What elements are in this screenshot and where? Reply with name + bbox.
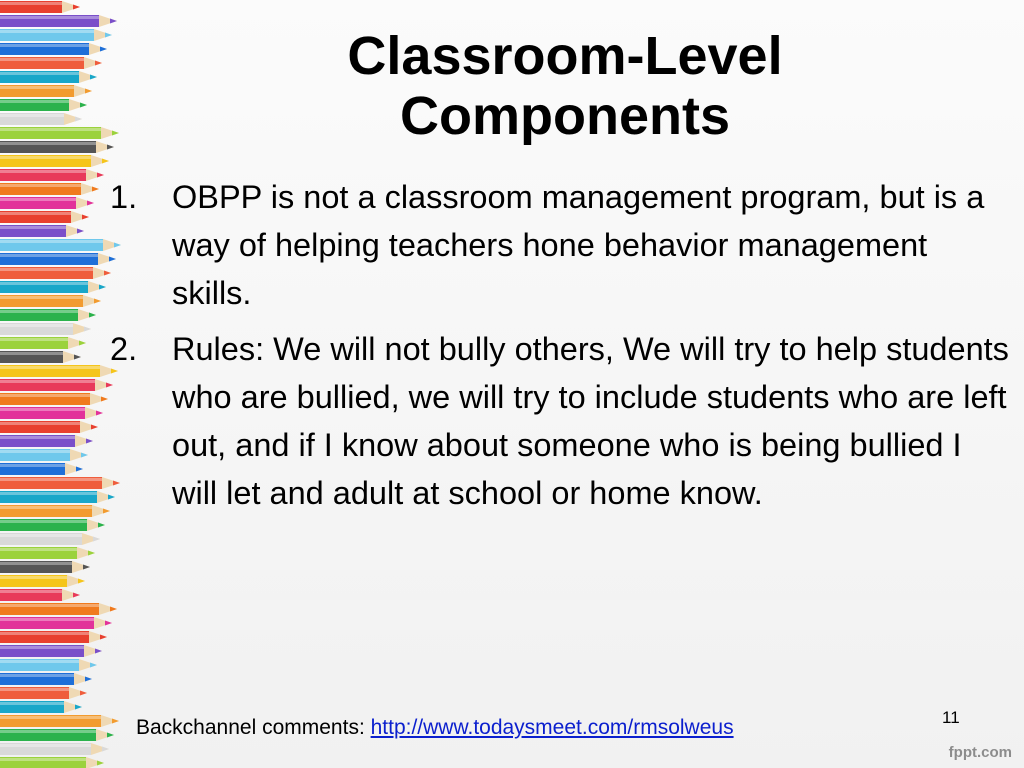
- footer: [136, 716, 734, 740]
- backchannel-link[interactable]: http://www.todaysmeet.com/rmsolweus: [370, 716, 734, 739]
- slide-title-line-2: Components: [400, 86, 730, 146]
- list-item: [110, 173, 1010, 317]
- footer-label: Backchannel comments:: [136, 716, 371, 739]
- list-item-number: 2.: [110, 331, 138, 367]
- pencil-icon: [0, 169, 104, 181]
- list-item-text: Rules: We will not bully others, We will try to help students who are bullied, we will try to include students who are left out, and if I know about someone who is being bullied I will let and adult at school or home know.: [172, 331, 1009, 511]
- pencil-icon: [0, 617, 112, 629]
- list-item: [110, 325, 1010, 517]
- pencil-icon: [0, 757, 104, 768]
- pencil-icon: [0, 127, 119, 139]
- pencil-icon: [0, 141, 114, 153]
- pencil-icon: [0, 267, 111, 279]
- pencil-icon: [0, 225, 84, 237]
- pencil-icon: [0, 729, 114, 741]
- pencil-icon: [0, 351, 81, 363]
- pencil-icon: [0, 547, 95, 559]
- pencil-icon: [0, 183, 99, 195]
- pencil-icon: [0, 631, 107, 643]
- pencil-icon: [0, 701, 82, 713]
- pencil-icon: [0, 43, 107, 55]
- pencil-icon: [0, 253, 116, 265]
- pencil-icon: [0, 673, 92, 685]
- list-item-number: 1.: [110, 179, 138, 215]
- pencil-icon: [0, 533, 100, 545]
- pencil-icon: [0, 309, 96, 321]
- pencil-icon: [0, 239, 121, 251]
- pencil-icon: [0, 85, 92, 97]
- pencil-icon: [0, 99, 87, 111]
- slide-title: [150, 26, 980, 146]
- pencil-icon: [0, 295, 101, 307]
- pencil-icon: [0, 57, 102, 69]
- pencil-icon: [0, 589, 80, 601]
- pencil-icon: [0, 687, 87, 699]
- pencil-icon: [0, 1, 80, 13]
- pencil-icon: [0, 71, 97, 83]
- pencil-icon: [0, 463, 83, 475]
- pencil-icon: [0, 435, 93, 447]
- pencil-icon: [0, 197, 94, 209]
- list-item-text: OBPP is not a classroom management program, but is a way of helping teachers hone behavior management skills.: [172, 179, 985, 311]
- pencil-icon: [0, 323, 91, 335]
- pencil-icon: [0, 519, 105, 531]
- pencil-icon: [0, 477, 120, 489]
- pencil-icon: [0, 645, 102, 657]
- pencil-icon: [0, 743, 109, 755]
- pencil-icon: [0, 15, 117, 27]
- pencil-icon: [0, 505, 110, 517]
- pencil-icon: [0, 281, 106, 293]
- pencil-icon: [0, 337, 86, 349]
- pencil-icon: [0, 365, 118, 377]
- pencil-icon: [0, 113, 82, 125]
- content-list: [110, 173, 1010, 525]
- pencil-icon: [0, 393, 108, 405]
- pencil-icon: [0, 603, 117, 615]
- watermark: fppt.com: [948, 744, 1012, 761]
- pencil-icon: [0, 715, 119, 727]
- pencil-icon: [0, 155, 109, 167]
- pencil-icon: [0, 659, 97, 671]
- pencil-icon: [0, 29, 112, 41]
- slide-title-line-1: Classroom-Level: [347, 26, 783, 86]
- pencil-icon: [0, 211, 89, 223]
- pencil-icon: [0, 491, 115, 503]
- pencil-icon: [0, 575, 85, 587]
- pencil-icon: [0, 379, 113, 391]
- page-number: 11: [942, 708, 960, 727]
- pencil-icon: [0, 407, 103, 419]
- pencil-icon: [0, 421, 98, 433]
- pencil-icon: [0, 449, 88, 461]
- pencil-icon: [0, 561, 90, 573]
